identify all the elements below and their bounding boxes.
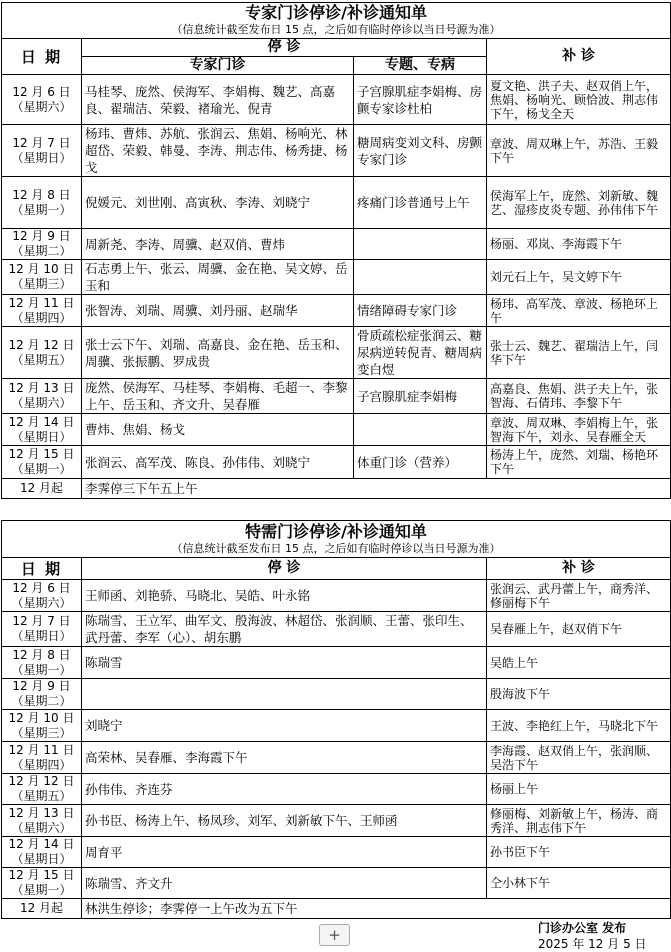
table-row <box>2 125 671 177</box>
row-makeup: 仝小林下午 <box>487 868 671 899</box>
row-makeup: 刘元石上午，吴文婷下午 <box>487 260 671 295</box>
footer-note: 李霁停三下午五上午 <box>82 479 671 499</box>
row-date: 12 月 14 日 （星期日） <box>2 414 82 446</box>
row-makeup: 高嘉良、焦娟、洪子夫上午，张智海、石倩玮、李黎下午 <box>487 379 671 414</box>
row-makeup: 张润云、武丹蕾上午，商秀洋、修丽梅下午 <box>487 580 671 612</box>
row-expert-stop: 张智涛、刘瑞、周骥、刘丹丽、赵瑞华 <box>82 295 354 327</box>
row-expert-stop: 张士云下午、刘瑞、高嘉良、金在艳、岳玉和、周骥、张振鹏、罗成贵 <box>82 327 354 379</box>
table-row <box>2 868 671 899</box>
table-row <box>2 580 671 612</box>
row-special-stop <box>354 260 487 295</box>
row-stop: 王师函、刘艳骄、马晓北、吴皓、叶永铭 <box>82 580 487 612</box>
table-row <box>2 379 671 414</box>
row-stop <box>82 679 487 710</box>
row-date: 12 月 10 日 （星期三） <box>2 710 82 742</box>
row-makeup: 孙书臣下午 <box>487 837 671 868</box>
row-date: 12 月 11 日 （星期四） <box>2 295 82 327</box>
table-title: 专家门诊停诊/补诊通知单 <box>2 3 671 23</box>
row-date: 12 月 6 日 （星期六） <box>2 580 82 612</box>
table-row <box>2 446 671 479</box>
row-date: 12 月 9 日 （星期二） <box>2 679 82 710</box>
row-special-stop: 疼痛门诊普通号上午 <box>354 177 487 229</box>
row-date: 12 月 8 日 （星期一） <box>2 647 82 679</box>
row-makeup: 章波、周双琳、李娟梅上午，张智海下午，刘永、吴春雁全天 <box>487 414 671 446</box>
row-date: 12 月 13 日 （星期六） <box>2 805 82 837</box>
table-row <box>2 229 671 260</box>
row-stop: 周育平 <box>82 837 487 868</box>
table-row <box>2 837 671 868</box>
publisher: 门诊办公室 发布 <box>538 921 627 935</box>
table-title: 特需门诊停诊/补诊通知单 <box>2 521 671 542</box>
row-expert-stop: 曹炜、焦娟、杨戈 <box>82 414 354 446</box>
table-note: （信息统计截至发布日 15 点，之后如有临时停诊以当日号源为准） <box>2 542 671 558</box>
row-date: 12 月 15 日 （星期一） <box>2 868 82 899</box>
publish-date: 2025 年 12 月 5 日 <box>538 937 647 951</box>
row-stop: 陈瑞雪、王立军、曲军文、殷海波、林超岱、张润顺、王蕾、张印生、武丹蕾、李军（心）、胡东鹏 <box>82 612 487 647</box>
row-makeup: 夏文艳、洪子夫、赵双俏上午，焦娟、杨响光、顾恰波、荆志伟下午，杨戈全天 <box>487 75 671 125</box>
row-makeup: 吴春雁上午，赵双俏下午 <box>487 612 671 647</box>
row-stop: 陈瑞雪、齐文升 <box>82 868 487 899</box>
expand-button[interactable]: + <box>319 924 350 946</box>
row-stop: 高荣林、吴春雁、李海霞下午 <box>82 742 487 774</box>
row-makeup: 杨涛上午，庞然、刘瑞、杨艳环下午 <box>487 446 671 479</box>
row-special-stop: 糖周病变刘文科、房颤专家门诊 <box>354 125 487 177</box>
row-expert-stop: 倪媛元、刘世刚、高寅秋、李涛、刘晓宁 <box>82 177 354 229</box>
footer-date: 12 月起 <box>2 479 82 499</box>
col-header-expert: 专家门诊 <box>82 57 354 75</box>
row-date: 12 月 10 日 （星期三） <box>2 260 82 295</box>
row-makeup: 修丽梅、刘新敏上午，杨涛、商秀洋、荆志伟下午 <box>487 805 671 837</box>
row-makeup: 杨玮、高军茂、章波、杨艳环上午 <box>487 295 671 327</box>
col-header-date: 日 期 <box>2 39 82 75</box>
row-makeup: 李海霞、赵双俏上午，张润顺、吴浩下午 <box>487 742 671 774</box>
table-row <box>2 647 671 679</box>
row-stop: 孙书臣、杨涛上午、杨凤珍、刘军、刘新敏下午、王师函 <box>82 805 487 837</box>
row-date: 12 月 15 日 （星期一） <box>2 446 82 479</box>
row-special-stop: 子宫腺肌症李娟梅、房颤专家诊杜柏 <box>354 75 487 125</box>
row-expert-stop: 杨玮、曹炜、苏航、张润云、焦娟、杨响光、林超岱、荣毅、韩曼、李涛、荆志伟、杨秀捷、杨戈 <box>82 125 354 177</box>
row-special-stop: 子宫腺肌症李娟梅 <box>354 379 487 414</box>
table-row <box>2 679 671 710</box>
table-row <box>2 742 671 774</box>
row-expert-stop: 庞然、侯海军、马桂琴、李娟梅、毛超一、李黎上午、岳玉和、齐文升、吴春雁 <box>82 379 354 414</box>
row-date: 12 月 7 日 （星期日） <box>2 125 82 177</box>
col-header-stop: 停 诊 <box>82 39 487 57</box>
expert-clinic-table <box>1 2 671 499</box>
row-special-stop <box>354 414 487 446</box>
row-expert-stop: 马桂琴、庞然、侯海军、李娟梅、魏艺、高嘉良、翟瑞洁、荣毅、褚瑜光、倪青 <box>82 75 354 125</box>
row-date: 12 月 8 日 （星期一） <box>2 177 82 229</box>
row-makeup: 杨丽上午 <box>487 774 671 805</box>
row-date: 12 月 7 日 （星期日） <box>2 612 82 647</box>
table-row <box>2 414 671 446</box>
table-row <box>2 327 671 379</box>
col-header-makeup: 补 诊 <box>487 558 671 580</box>
table-row <box>2 612 671 647</box>
row-expert-stop: 石志勇上午、张云、周骥、金在艳、吴文婷、岳玉和 <box>82 260 354 295</box>
row-special-stop: 情绪障碍专家门诊 <box>354 295 487 327</box>
row-makeup: 殷海波下午 <box>487 679 671 710</box>
row-date: 12 月 6 日 （星期六） <box>2 75 82 125</box>
row-date: 12 月 12 日 （星期五） <box>2 774 82 805</box>
row-makeup: 章波、周双琳上午，苏浩、王毅下午 <box>487 125 671 177</box>
table-row <box>2 75 671 125</box>
row-stop: 刘晓宁 <box>82 710 487 742</box>
row-date: 12 月 13 日 （星期六） <box>2 379 82 414</box>
table-row <box>2 805 671 837</box>
row-stop: 陈瑞雪 <box>82 647 487 679</box>
table-row <box>2 260 671 295</box>
special-clinic-table <box>1 520 671 919</box>
row-special-stop: 骨质疏松症张润云、糖尿病逆转倪青、糖周病变白煜 <box>354 327 487 379</box>
row-makeup: 张士云、魏艺、翟瑞洁上午，闫华下午 <box>487 327 671 379</box>
col-header-makeup: 补 诊 <box>487 39 671 75</box>
row-stop: 孙伟伟、齐连芬 <box>82 774 487 805</box>
table-row <box>2 295 671 327</box>
row-makeup: 吴皓上午 <box>487 647 671 679</box>
col-header-date: 日 期 <box>2 558 82 580</box>
row-date: 12 月 14 日 （星期日） <box>2 837 82 868</box>
footer-date: 12 月起 <box>2 899 82 919</box>
table-row <box>2 710 671 742</box>
row-special-stop <box>354 229 487 260</box>
row-makeup: 王波、李艳红上午，马晓北下午 <box>487 710 671 742</box>
row-makeup: 杨丽、邓岚、李海霞下午 <box>487 229 671 260</box>
footer-note: 林洪生停诊；李霁停一上午改为五下午 <box>82 899 671 919</box>
row-makeup: 侯海军上午，庞然、刘新敏、魏艺、湿疹皮炎专题、孙伟伟下午 <box>487 177 671 229</box>
row-expert-stop: 张润云、高军茂、陈良、孙伟伟、刘晓宁 <box>82 446 354 479</box>
row-date: 12 月 9 日 （星期二） <box>2 229 82 260</box>
table-row <box>2 774 671 805</box>
table-row <box>2 177 671 229</box>
row-special-stop: 体重门诊（营养） <box>354 446 487 479</box>
row-date: 12 月 12 日 （星期五） <box>2 327 82 379</box>
table-note: （信息统计截至发布日 15 点，之后如有临时停诊以当日号源为准） <box>2 23 671 39</box>
col-header-special: 专题、专病 <box>354 57 487 75</box>
row-date: 12 月 11 日 （星期四） <box>2 742 82 774</box>
col-header-stop: 停 诊 <box>82 558 487 580</box>
row-expert-stop: 周新尧、李涛、周骥、赵双俏、曹炜 <box>82 229 354 260</box>
